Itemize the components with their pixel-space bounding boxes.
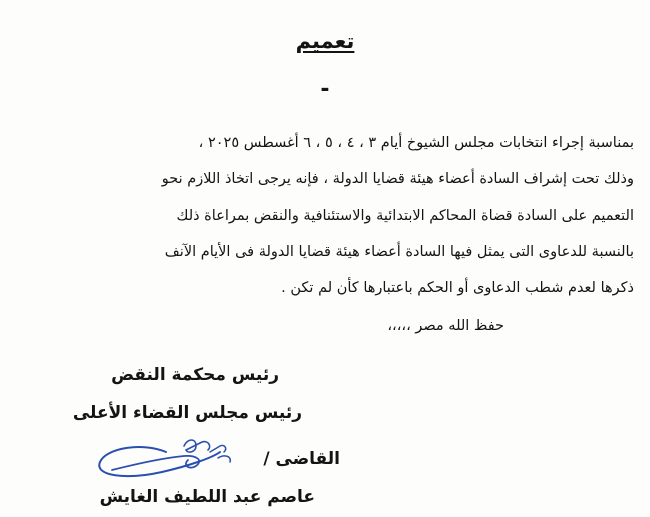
closing-phrase: حفظ الله مصر ،،،،،	[387, 318, 504, 334]
body-line-1: بمناسبة إجراء انتخابات مجلس الشيوخ أيام ٣ ، ٤ ، ٥ ، ٦ أغسطس ٢٠٢٥ ،	[198, 135, 634, 151]
judge-label: القاضى /	[263, 449, 340, 469]
signatory-title-court: رئيس محكمة النقض	[111, 365, 279, 385]
body-line-2: وذلك تحت إشراف السادة أعضاء هيئة قضايا الدولة ، فإنه يرجى اتخاذ اللازم نحو	[161, 171, 634, 187]
document-title: تعميم	[295, 29, 355, 53]
body-line-3: التعميم على السادة قضاة المحاكم الابتدائية والاستئنافية والنقض بمراعاة ذلك	[176, 208, 634, 224]
body-line-5: ذكرها لعدم شطب الدعاوى أو الحكم باعتبارها كأن لم تكن .	[281, 280, 634, 296]
signatory-title-council: رئيس مجلس القضاء الأعلى	[72, 403, 302, 423]
body-line-4: بالنسبة للدعاوى التى يمثل فيها السادة أعضاء هيئة قضايا الدولة فى الأيام الآنف	[164, 244, 634, 260]
handwritten-signature	[92, 432, 244, 490]
title-separator: -	[320, 77, 330, 102]
judge-name: عاصم عبد اللطيف الغايش	[99, 487, 315, 507]
